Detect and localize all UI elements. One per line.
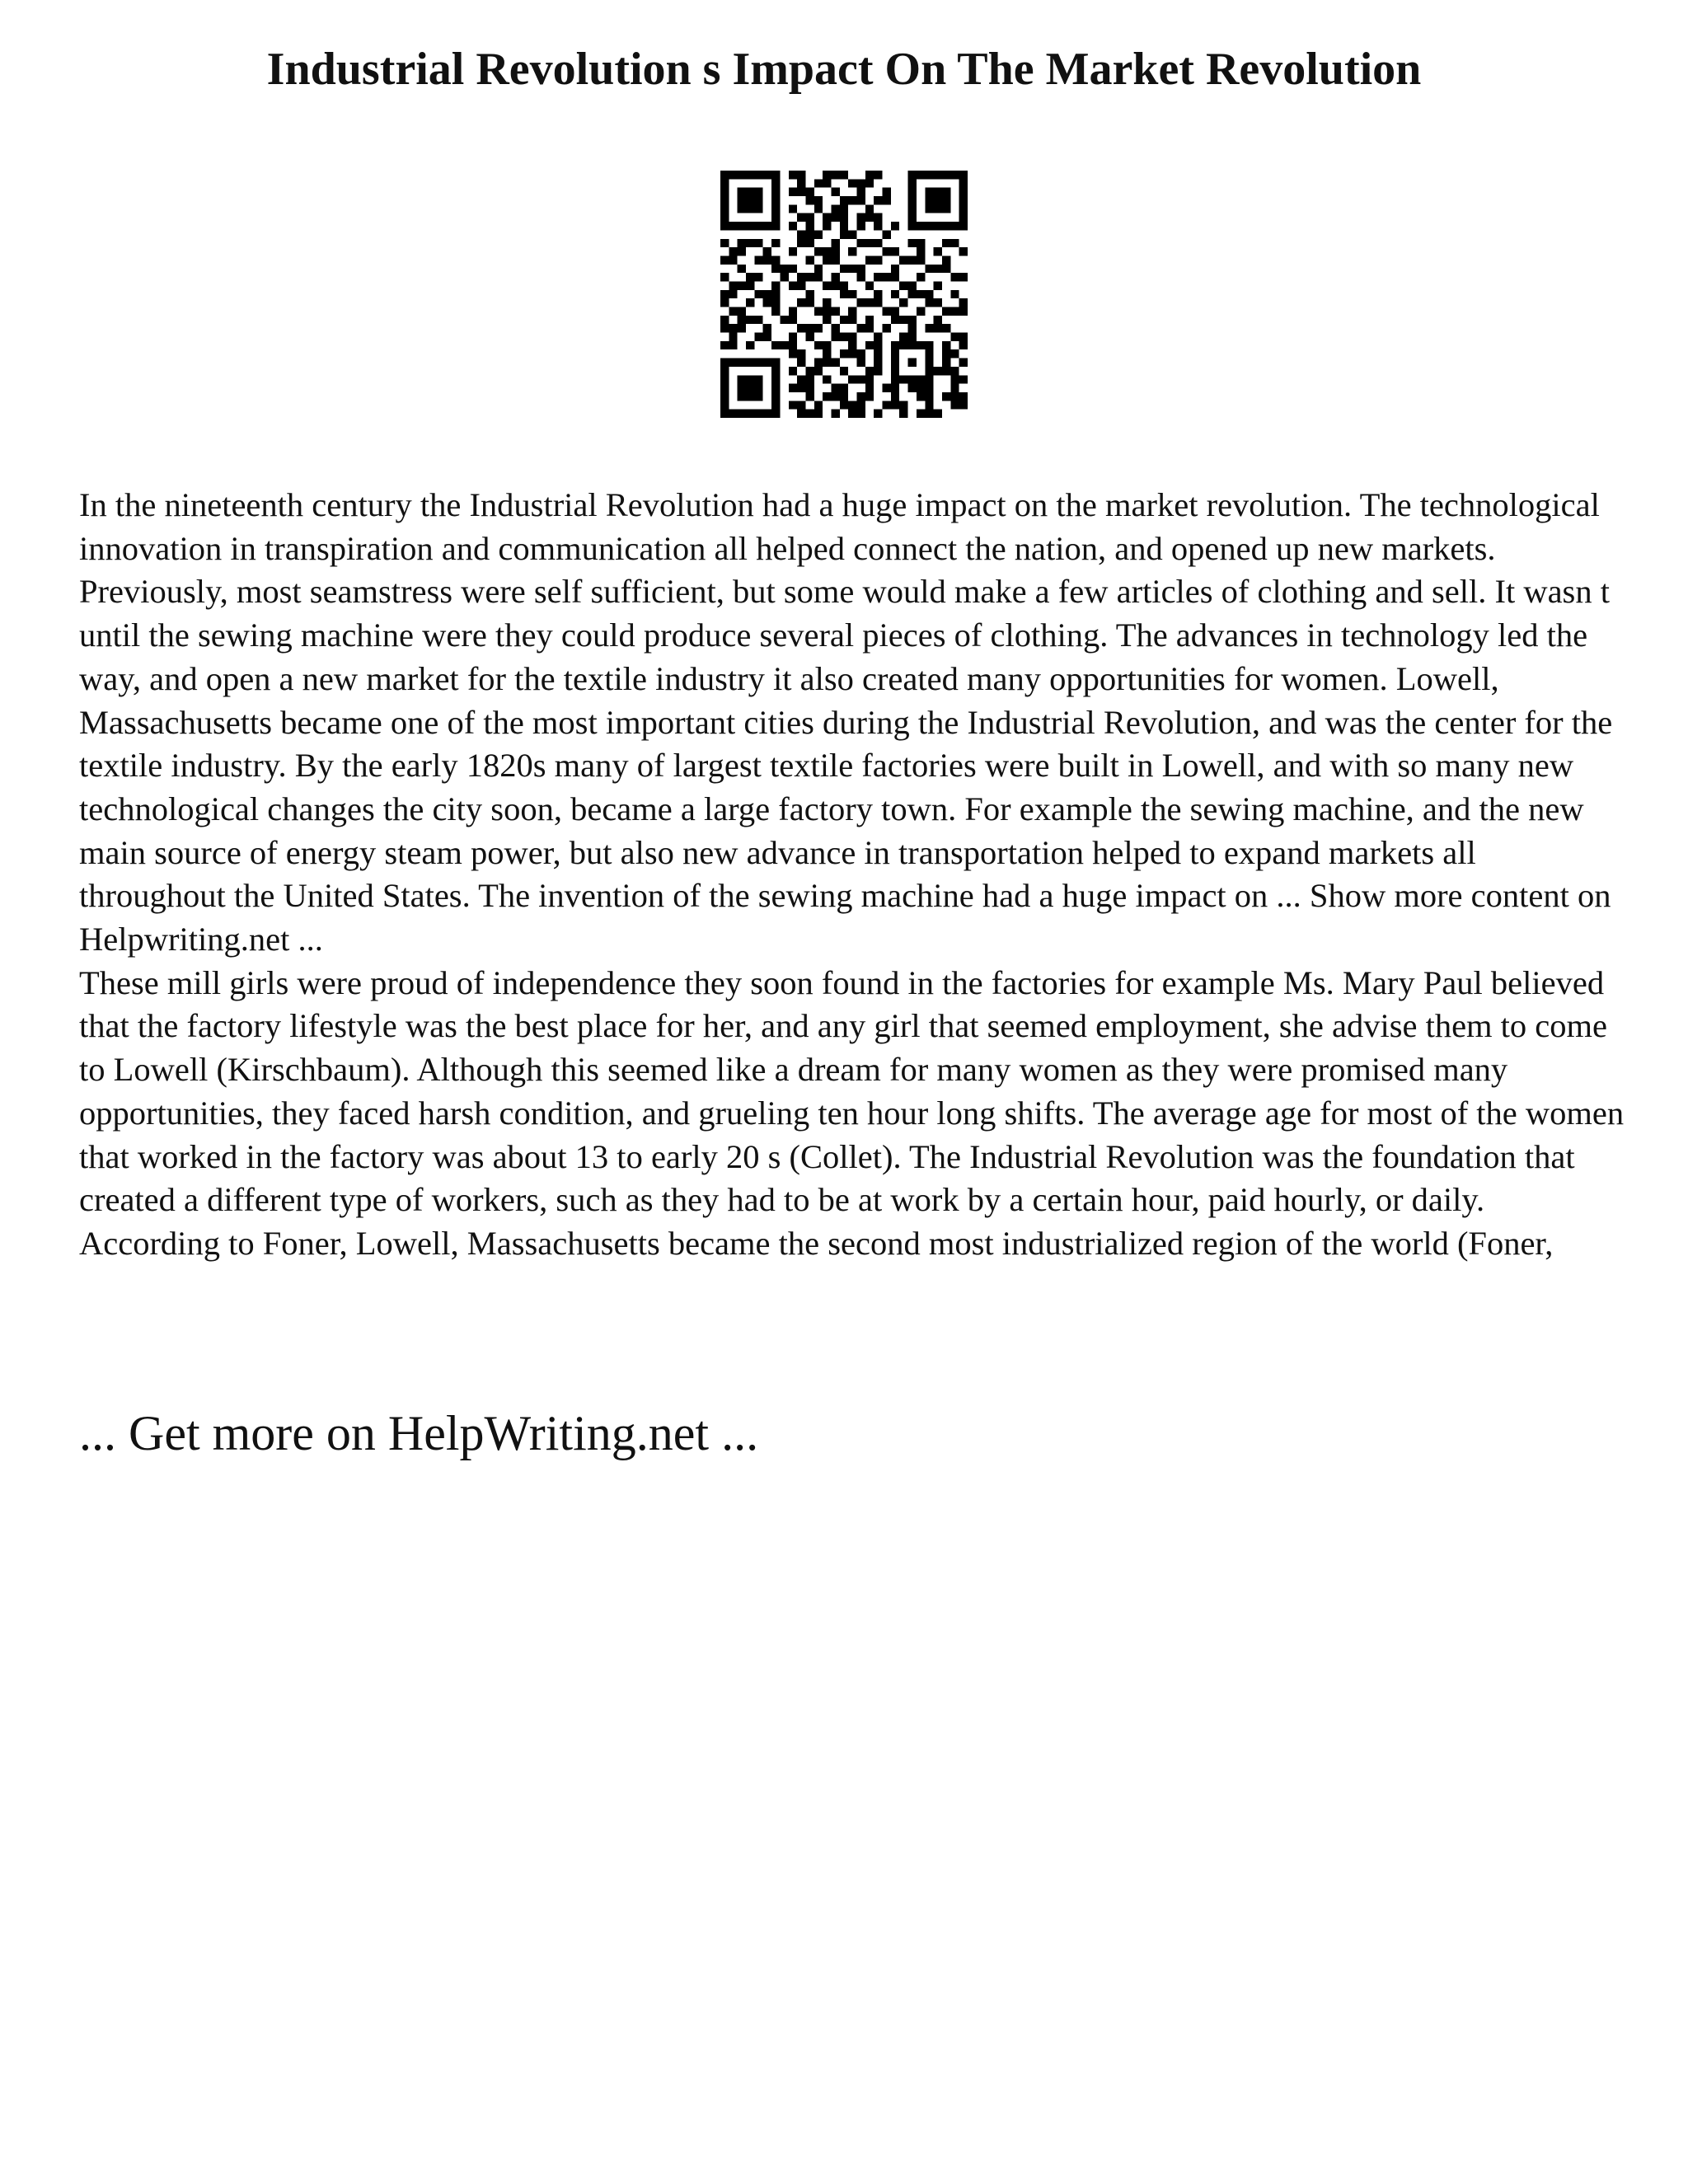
qr-code-icon[interactable] xyxy=(720,171,968,418)
get-more-link[interactable]: ... Get more on HelpWriting.net ... xyxy=(79,1406,759,1460)
page-title: Industrial Revolution s Impact On The Market Revolution xyxy=(266,44,1422,95)
article-body xyxy=(79,484,1629,1266)
paragraph-2: These mill girls were proud of independence they soon found in the factories for example Ms. Mary Paul believed that the factory lifestyle was the best place for her, and any girl that seemed employment, she advise them to come to Lowell (Kirschbaum). Although this seemed like a dream for many women as they were promised many opportunities, they faced harsh condition, and grueling ten hour long shifts. The average age for most of the women that worked in the factory was about 13 to early 20 s (Collet). The Industrial Revolution was the foundation that created a different type of workers, such as they had to be at work by a certain hour, paid hourly, or daily. According to Foner, Lowell, Massachusetts became the second most industrialized region of the world (Foner, xyxy=(79,963,1625,1262)
paragraph-1: In the nineteenth century the Industrial Revolution had a huge impact on the market revolution. The technological innovation in transpiration and communication all helped connect the nation, and opened up new markets. Previously, most seamstress were self sufficient, but some would make a few articles of clothing and sell. It wasn t until the sewing machine were they could produce several pieces of clothing. The advances in technology led the way, and open a new market for the textile industry it also created many opportunities for women. Lowell, Massachusetts became one of the most important cities during the Industrial Revolution, and was the center for the textile industry. By the early 1820s many of largest textile factories were built in Lowell, and with so many new technological changes the city soon, became a large factory town. For example the sewing machine, and the new main source of energy steam power, but also new advance in transportation helped to expand markets all throughout the United States. The invention of the sewing machine had a huge impact on ... Show more content on Helpwriting.net ... xyxy=(79,486,1613,958)
